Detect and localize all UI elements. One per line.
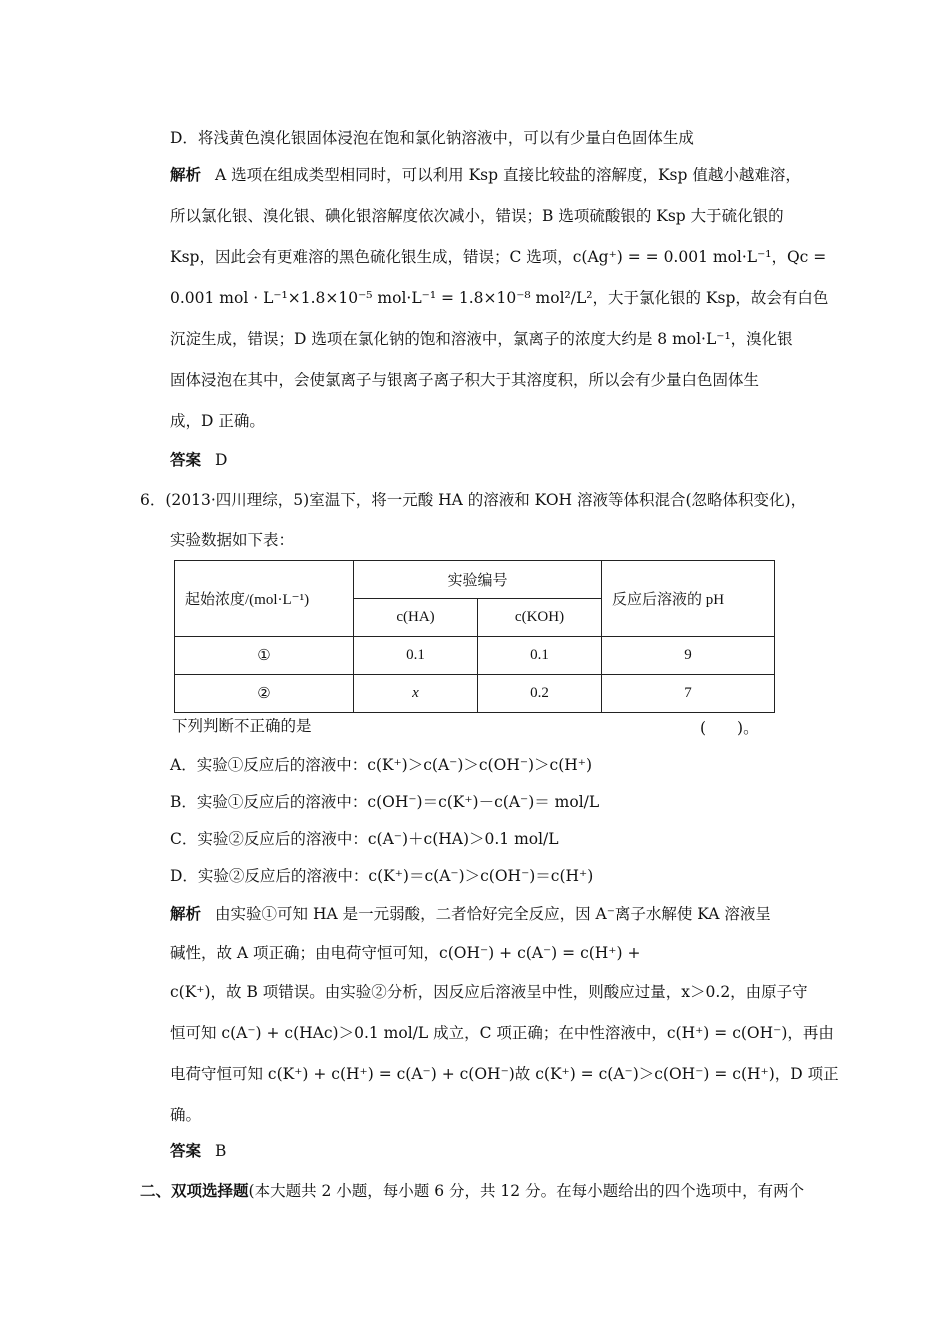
row-koh: 0.2: [478, 675, 602, 713]
q5-analysis-line-5: 沉淀生成，错误；D 选项在氯化钠的饱和溶液中，氯离子的浓度大约是 8 mol·L⁻¹，溴化银: [170, 330, 793, 348]
q6-option-b: B．实验①反应后的溶液中：c(OH⁻)＝c(K⁺)－c(A⁻)＝ mol/L: [170, 793, 600, 811]
row-id: ②: [175, 675, 354, 713]
row-ph: 9: [602, 637, 775, 675]
q6-analysis-line-2: 碱性，故 A 项正确；由电荷守恒可知，c(OH⁻) + c(A⁻) = c(H⁺) +: [170, 944, 641, 962]
table-row: [175, 675, 775, 713]
q5-analysis-label: 解析: [170, 165, 202, 184]
q5-analysis-line-4: 0.001 mol · L⁻¹×1.8×10⁻⁵ mol·L⁻¹ = 1.8×10⁻⁸ mol²/L²，大于氯化银的 Ksp，故会有白色: [170, 289, 829, 307]
section-2-heading: [140, 1181, 804, 1201]
q6-analysis-line-1: [170, 904, 771, 924]
header-experiment-number: 实验编号: [354, 561, 602, 599]
q6-analysis-line-4: 恒可知 c(A⁻) + c(HAc)＞0.1 mol/L 成立，C 项正确；在中性溶液中，c(H⁺) = c(OH⁻)，再由: [170, 1024, 834, 1042]
q6-analysis-line-3: c(K⁺)，故 B 项错误。由实验②分析，因反应后溶液呈中性，则酸应过量，x＞0.2，由原子守: [170, 983, 808, 1001]
q6-analysis-text-1: 由实验①可知 HA 是一元弱酸，二者恰好完全反应，因 A⁻离子水解使 KA 溶液呈: [215, 905, 771, 923]
q6-stem-line-2: 实验数据如下表：: [170, 531, 295, 549]
column-c-koh: c(KOH): [478, 599, 602, 637]
q5-analysis-line-7: 成，D 正确。: [170, 412, 265, 430]
q6-option-c: C．实验②反应后的溶液中：c(A⁻)＋c(HA)＞0.1 mol/L: [170, 830, 559, 848]
header-concentration: 起始浓度/(mol·L⁻¹): [175, 561, 354, 637]
q6-analysis-line-5: 电荷守恒可知 c(K⁺) + c(H⁺) = c(A⁻) + c(OH⁻)故 c(K⁺) = c(A⁻)＞c(OH⁻) = c(H⁺)，D 项正: [170, 1065, 839, 1083]
q6-answer-value: B: [215, 1142, 227, 1160]
q5-analysis-line-6: 固体浸泡在其中，会使氯离子与银离子离子积大于其溶度积，所以会有少量白色固体生: [170, 371, 760, 389]
q6-question: 下列判断不正确的是: [172, 717, 312, 735]
section-2-label: 二、双项选择题: [140, 1181, 249, 1200]
q6-answer-label: 答案: [170, 1141, 202, 1160]
section-2-text: (本大题共 2 小题，每小题 6 分，共 12 分。在每小题给出的四个选项中，有两个: [248, 1182, 805, 1200]
q5-option-d: D．将浅黄色溴化银固体浸泡在饱和氯化钠溶液中，可以有少量白色固体生成: [170, 129, 694, 147]
q5-answer-value: D: [215, 451, 228, 469]
q6-answer-paren: ( )。: [700, 719, 759, 737]
q5-analysis-text-1: A 选项在组成类型相同时，可以利用 Ksp 直接比较盐的溶解度，Ksp 值越小越难溶，: [215, 166, 801, 184]
row-id: ①: [175, 637, 354, 675]
q6-option-a: A．实验①反应后的溶液中：c(K⁺)＞c(A⁻)＞c(OH⁻)＞c(H⁺): [170, 756, 593, 774]
q6-stem-line-1: 6．(2013·四川理综，5)室温下，将一元酸 HA 的溶液和 KOH 溶液等体积混合(忽略体积变化)，: [140, 491, 807, 509]
q6-analysis-label: 解析: [170, 904, 202, 923]
q5-analysis-line-1: [170, 165, 801, 185]
q6-analysis-line-6: 确。: [170, 1106, 202, 1124]
experiment-table: [174, 560, 775, 713]
row-ha: x: [354, 675, 478, 713]
column-c-ha: c(HA): [354, 599, 478, 637]
header-ph: 反应后溶液的 pH: [602, 561, 775, 637]
q6-option-d: D．实验②反应后的溶液中：c(K⁺)＝c(A⁻)＞c(OH⁻)＝c(H⁺): [170, 867, 594, 885]
q5-analysis-line-2: 所以氯化银、溴化银、碘化银溶解度依次减小，错误；B 选项硫酸银的 Ksp 大于硫化银的: [170, 207, 784, 225]
row-ha: 0.1: [354, 637, 478, 675]
q6-answer: [170, 1141, 226, 1161]
table-row: [175, 637, 775, 675]
q5-answer: [170, 450, 227, 470]
q5-analysis-line-3: Ksp，因此会有更难溶的黑色硫化银生成，错误；C 选项，c(Ag⁺) = = 0.001 mol·L⁻¹，Qc =: [170, 248, 827, 266]
row-ph: 7: [602, 675, 775, 713]
q5-answer-label: 答案: [170, 450, 202, 469]
row-koh: 0.1: [478, 637, 602, 675]
